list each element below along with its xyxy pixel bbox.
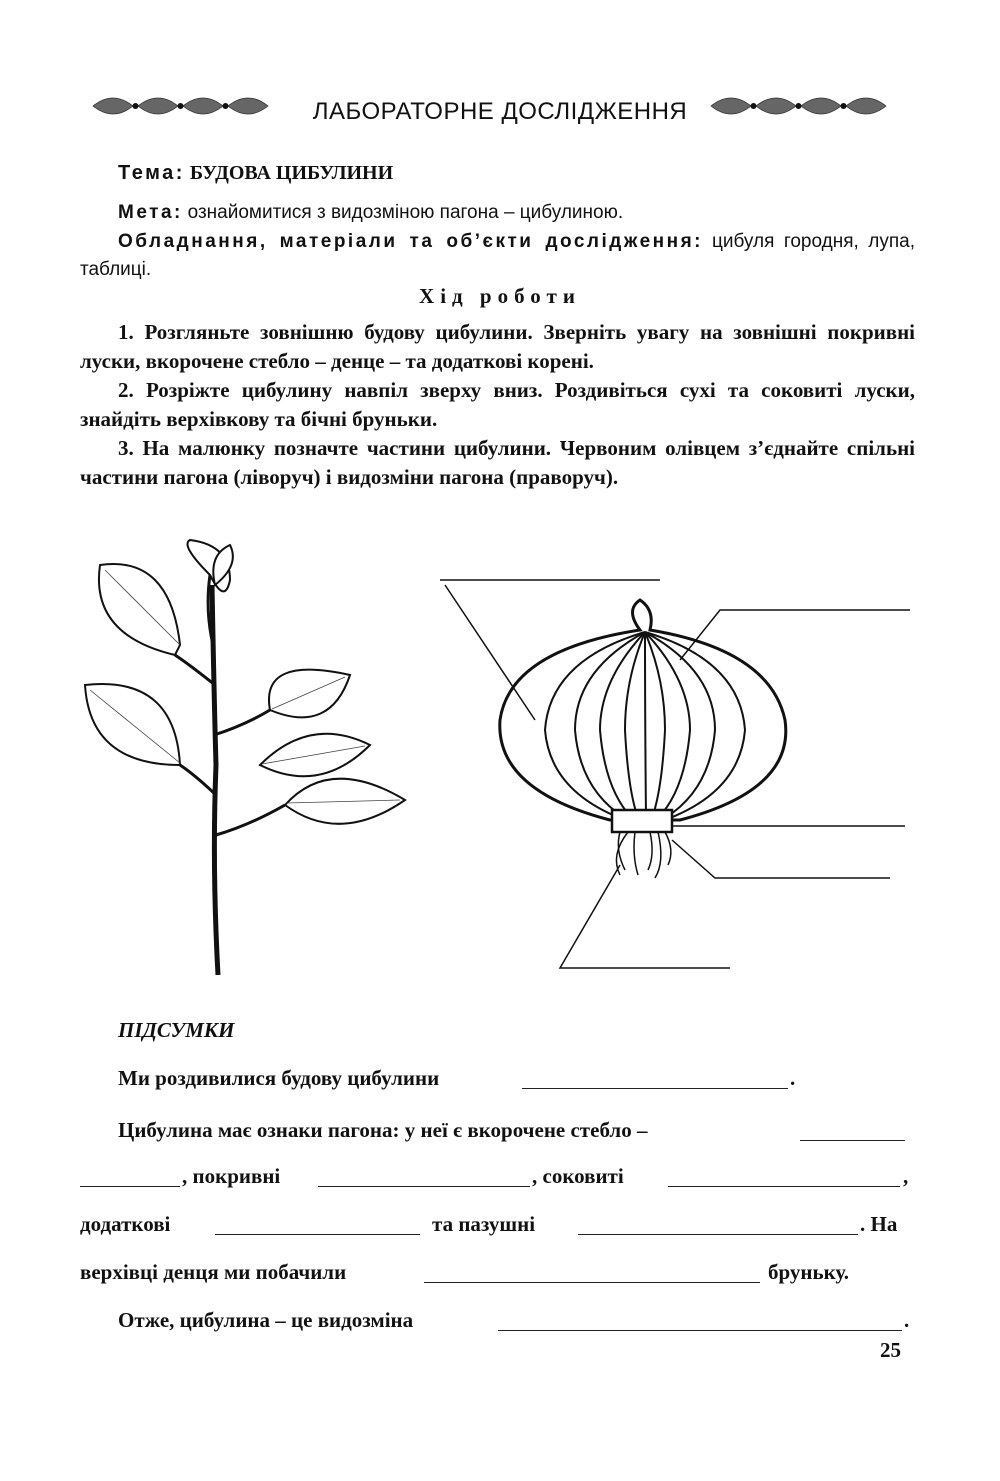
summary-text: , покривні	[182, 1164, 281, 1188]
summary-text: Отже, цибулина – це видозміна	[118, 1308, 414, 1332]
summary-punct: .	[904, 1308, 910, 1332]
equipment-label: Обладнання, матеріали та об’єкти дослідження:	[118, 231, 703, 252]
answer-blank[interactable]	[424, 1282, 760, 1283]
header-ornament-left	[88, 88, 278, 124]
summary-line-1	[118, 1066, 439, 1091]
summary-text: Ми роздивилися будову цибулини	[118, 1066, 440, 1090]
step-item: 2. Розріжте цибулину навпіл зверху вниз. Роздивіться сухі та соковиті луски, знайдіть верхівкову та бічні бруньки.	[80, 378, 915, 431]
answer-blank[interactable]	[318, 1186, 530, 1187]
summary-text: верхівці денця ми побачили	[80, 1260, 347, 1284]
page-header-title: ЛАБОРАТОРНЕ ДОСЛІДЖЕННЯ	[312, 98, 688, 125]
course-title: Хід роботи	[419, 284, 581, 308]
topic-line	[118, 162, 393, 185]
onion-illustration	[440, 570, 915, 980]
goal-label: Мета:	[118, 202, 183, 223]
equipment-line	[80, 228, 915, 284]
goal-line	[118, 202, 623, 224]
steps-list	[80, 318, 915, 492]
equipment-value: цибуля городня, лупа, таблиці.	[80, 231, 915, 280]
summary-heading: ПІДСУМКИ	[118, 1018, 235, 1042]
answer-blank[interactable]	[800, 1140, 905, 1141]
step-item: 3. На малюнку позначте частини цибулини. Червоним олівцем з’єднайте спільні частини пагона (ліворуч) і видозміни пагона (праворуч).	[80, 436, 915, 489]
summary-text: додаткові	[80, 1212, 171, 1236]
summary-line-6	[118, 1308, 413, 1333]
summary-line-2	[118, 1118, 647, 1143]
page-number: 25	[880, 1338, 901, 1362]
summary-text: Цибулина має ознаки пагона: у неї є вкорочене стебло –	[118, 1118, 648, 1142]
summary-text: . На	[860, 1212, 898, 1236]
summary-punct: ,	[903, 1164, 909, 1188]
header-ornament-right	[706, 88, 896, 124]
topic-value: БУДОВА ЦИБУЛИНИ	[189, 162, 394, 184]
answer-blank[interactable]	[522, 1088, 788, 1089]
summary-punct: .	[790, 1066, 796, 1090]
step-item: 1. Розгляньте зовнішню будову цибулини. Зверніть увагу на зовнішні покривні луски, вкорочене стебло – денце – та додаткові корені.	[80, 320, 915, 373]
branch-illustration	[80, 535, 420, 980]
answer-blank[interactable]	[578, 1234, 858, 1235]
answer-blank[interactable]	[215, 1234, 420, 1235]
answer-blank[interactable]	[668, 1186, 900, 1187]
summary-text: бруньку.	[768, 1260, 850, 1284]
summary-text: та пазушні	[432, 1212, 536, 1236]
summary-text: , соковиті	[532, 1164, 624, 1188]
goal-value: ознайомитися з видозміною пагона – цибулиною.	[187, 202, 624, 223]
answer-blank[interactable]	[80, 1186, 180, 1187]
answer-blank[interactable]	[498, 1330, 902, 1331]
topic-label: Тема:	[118, 162, 185, 184]
